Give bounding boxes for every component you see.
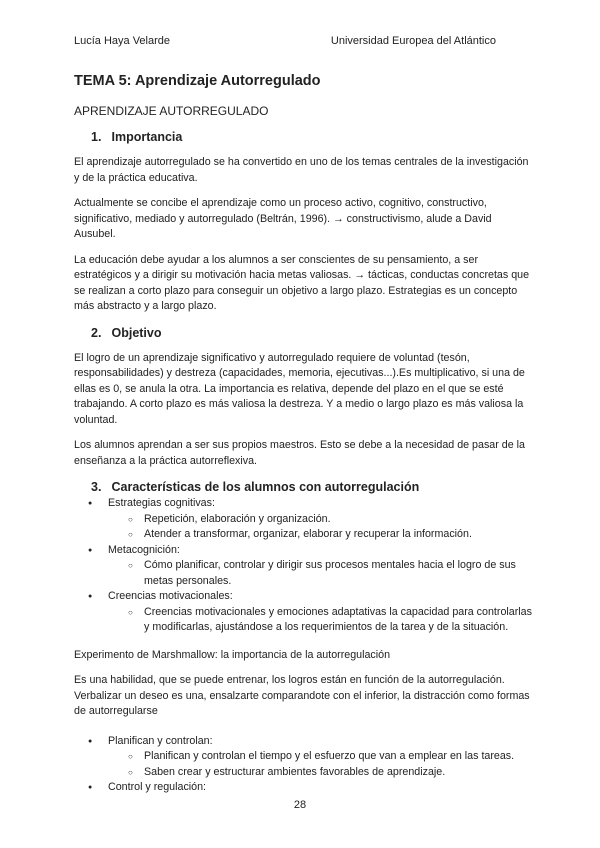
- section-title: Características de los alumnos con autorregulación: [111, 480, 420, 494]
- section-title: Objetivo: [111, 325, 162, 340]
- sub-list: [108, 749, 534, 780]
- paragraph: Es una habilidad, que se puede entrenar, los logros están en función de la autorregulación. Verbalizar un deseo es una, ensalzarte comparandote con el inferior, la distracción como formas de autorregularse: [74, 674, 530, 717]
- document-title: TEMA 5: Aprendizaje Autorregulado: [74, 73, 321, 89]
- paragraph: La educación debe ayudar a los alumnos a ser conscientes de su pensamiento, a ser estratégicos y a dirigir su motivación hacia metas valiosas. → tácticas, conductas concretas que se realizan a corto plazo para conseguir un objetivo a largo plazo. Estrategias es un concepto más abstracto y a largo plazo.: [74, 253, 530, 312]
- section-title: Importancia: [111, 130, 183, 144]
- sub-list-item: ○ Atender a transformar, organizar, elaborar y recuperar la información.: [108, 527, 534, 543]
- characteristics-list: [74, 496, 534, 636]
- list-item: [74, 496, 534, 543]
- sub-list: [108, 558, 534, 589]
- final-list: [74, 734, 534, 796]
- list-item: [74, 543, 534, 590]
- paragraph: Actualmente se concibe el aprendizaje como un proceso activo, cognitivo, constructivo, significativo, mediado y autorregulado (Beltrán, 1996). → constructivismo, alude a David Ausubel.: [74, 197, 492, 240]
- section-heading-importancia: [91, 129, 534, 145]
- section-heading-caracteristicas: [91, 479, 534, 495]
- header-university: Universidad Europea del Atlántico: [330, 35, 496, 47]
- list-item-label: Metacognición:: [108, 543, 180, 556]
- list-item-label: Creencias motivacionales:: [108, 590, 233, 602]
- sub-list: [108, 512, 534, 543]
- paragraph: Los alumnos aprendan a ser sus propios maestros. Esto se debe a la necesidad de pasar de la enseñanza a la práctica autorreflexiva.: [74, 439, 525, 467]
- list-item: [74, 734, 534, 781]
- header-author: Lucía Haya Velarde: [74, 35, 171, 47]
- document-body: [74, 70, 534, 804]
- experiment-line: Experimento de Marshmallow: la importancia de la autorregulación: [74, 648, 391, 661]
- section-heading-objetivo: [91, 325, 534, 341]
- sub-list-item: ○ Repetición, elaboración y organización.: [108, 512, 534, 528]
- paragraph: El aprendizaje autorregulado se ha convertido en uno de los temas centrales de la investigación y de la práctica educativa.: [74, 156, 529, 184]
- list-item-label: Planifican y controlan:: [108, 734, 213, 747]
- list-item-label: Estrategias cognitivas:: [108, 497, 215, 509]
- paragraph: El logro de un aprendizaje significativo y autorregulado requiere de voluntad (tesón, responsabilidades) y destreza (capacidades, memoria, ejecutivas...).Es multiplicativo, si una de ellas es 0, se anula la otra. La importancia es relativa, depende del plazo en el que se esté trabajando. A corto plazo es más valiosa la destreza. Y a medio o largo plazo es más valiosa la voluntad.: [74, 351, 525, 426]
- list-item: [74, 780, 534, 796]
- section-number: 1.: [91, 130, 102, 144]
- list-item-label: Control y regulación:: [108, 781, 207, 793]
- sub-list-item: ○ Saben crear y estructurar ambientes favorables de aprendizaje.: [108, 765, 534, 781]
- sub-list-item: ○ Planifican y controlan el tiempo y el esfuerzo que van a emplear en las tareas.: [108, 749, 534, 765]
- section-number: 2.: [91, 325, 102, 340]
- sub-list-item: ○ Creencias motivacionales y emociones adaptativas la capacidad para controlarlas y modificarlas, ajustándose a los requerimientos de la tarea y de la situación.: [108, 605, 534, 636]
- sub-list: [108, 605, 534, 636]
- sub-list-item: ○ Cómo planificar, controlar y dirigir sus procesos mentales hacia el logro de sus metas personales.: [108, 558, 534, 589]
- list-item: [74, 589, 534, 636]
- section-number: 3.: [91, 480, 102, 494]
- document-subtitle: APRENDIZAJE AUTORREGULADO: [74, 104, 269, 118]
- page-header: [74, 35, 496, 47]
- page-number: 28: [293, 799, 307, 811]
